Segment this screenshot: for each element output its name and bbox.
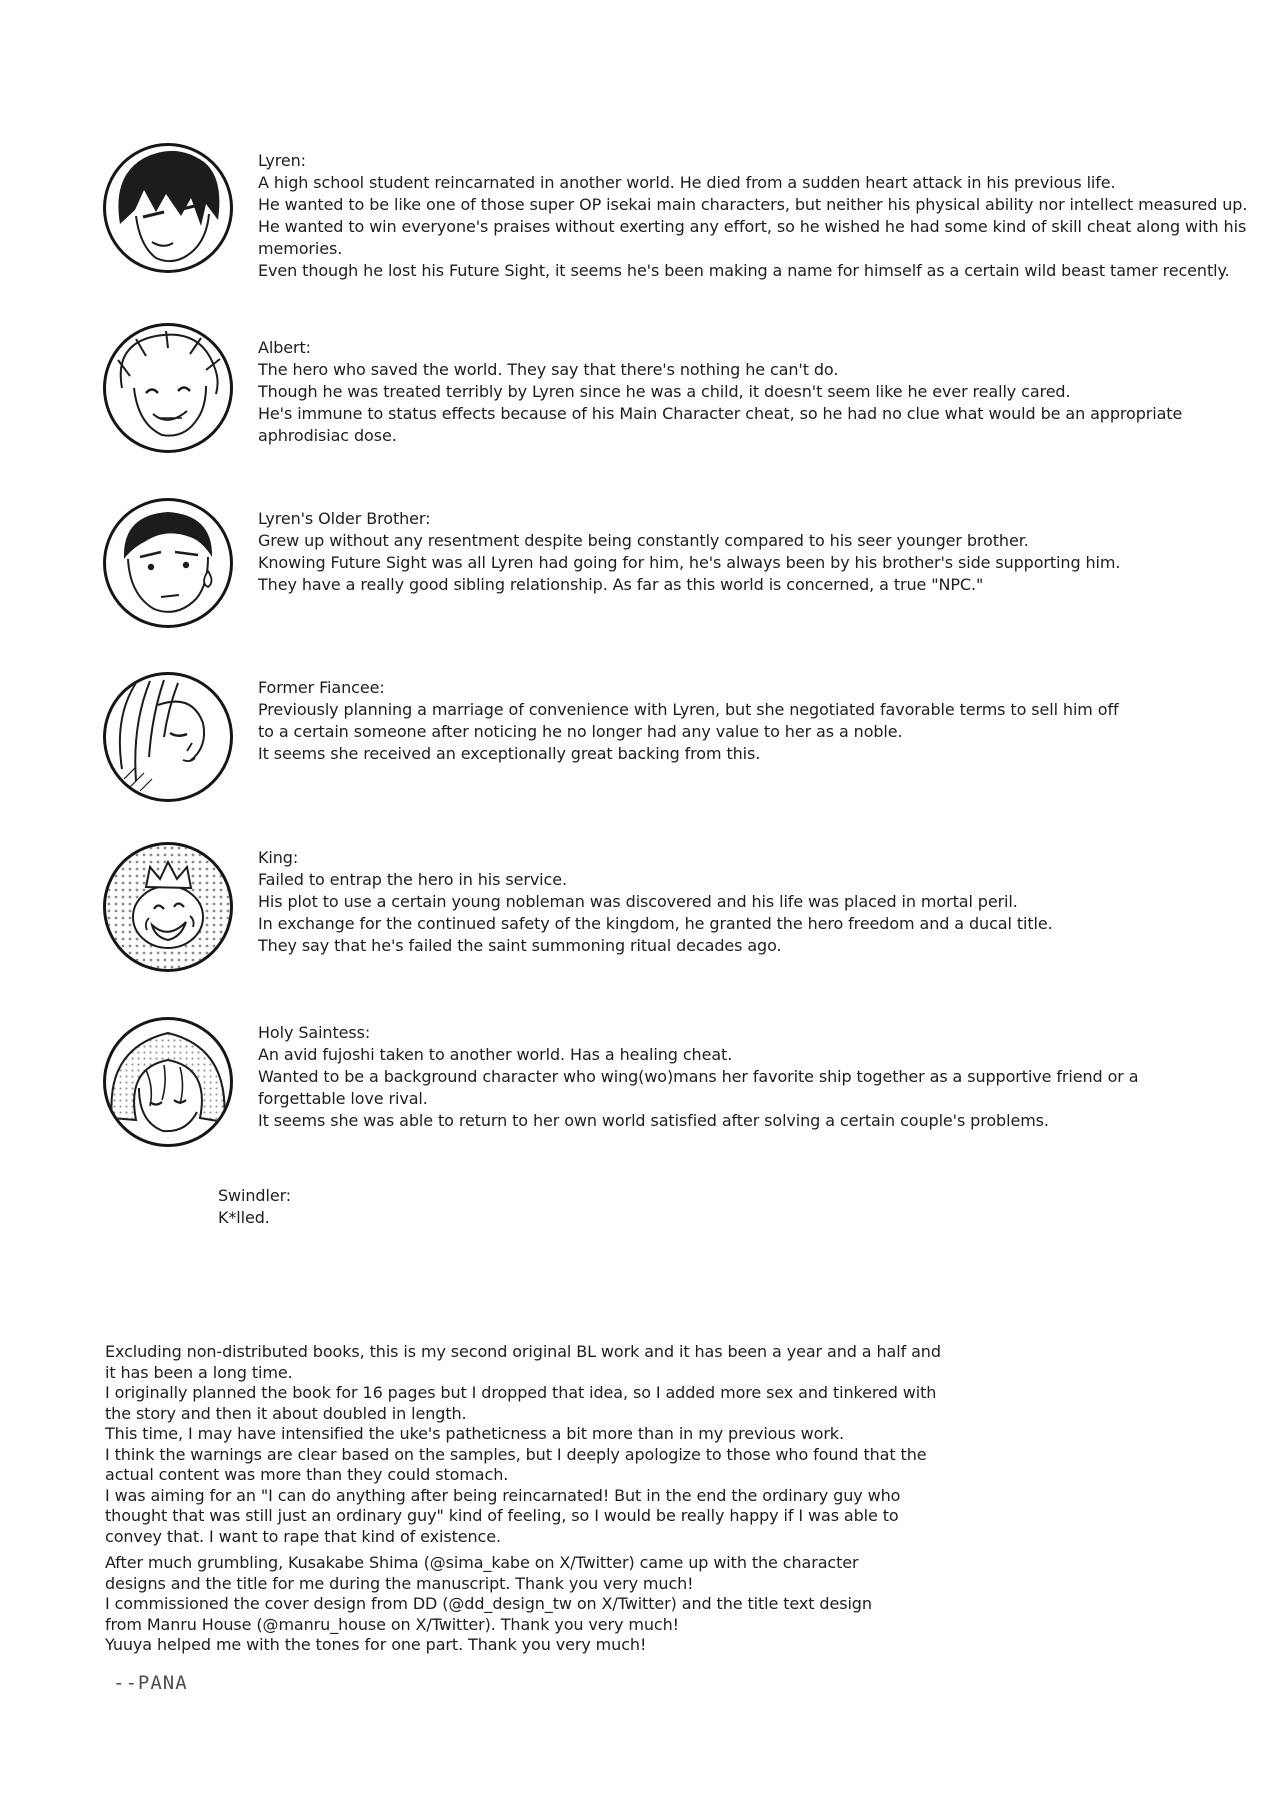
afterword-line: I was aiming for an "I can do anything after being reincarnated! But in the end the ordinary guy who xyxy=(105,1485,901,1505)
lyren-face-drawing xyxy=(106,146,230,270)
character-description-line: He wanted to win everyone's praises without exerting any effort, so he wished he had some kind of skill cheat along with his xyxy=(258,217,1247,236)
character-section-albert xyxy=(258,337,1182,447)
character-section-lyren xyxy=(258,150,1247,282)
character-description-line: Wanted to be a background character who wing(wo)mans her favorite ship together as a supportive friend or a xyxy=(258,1067,1139,1086)
character-description-line: aphrodisiac dose. xyxy=(258,426,397,445)
afterword-line: from Manru House (@manru_house on X/Twitter). Thank you very much! xyxy=(105,1614,679,1634)
afterword-line: convey that. I want to rape that kind of existence. xyxy=(105,1526,501,1546)
character-name-lyren: Lyren: xyxy=(258,151,306,170)
character-description-line: Failed to entrap the hero in his service. xyxy=(258,870,567,889)
character-description-line: An avid fujoshi taken to another world. Has a healing cheat. xyxy=(258,1045,733,1064)
character-section-holy-saintess xyxy=(258,1022,1138,1132)
character-description-line: memories. xyxy=(258,239,343,258)
character-description-line: Knowing Future Sight was all Lyren had going for him, he's always been by his brother's side supporting him. xyxy=(258,553,1121,572)
character-name-holy-saintess: Holy Saintess: xyxy=(258,1023,371,1042)
character-description-line: Though he was treated terribly by Lyren since he was a child, it doesn't seem like he ever really cared. xyxy=(258,382,1071,401)
character-name-king: King: xyxy=(258,848,299,867)
character-description-line: to a certain someone after noticing he no longer had any value to her as a noble. xyxy=(258,722,903,741)
character-section-older-brother xyxy=(258,508,1120,596)
former-fiancee-face-drawing xyxy=(106,675,230,799)
character-description-line: It seems she was able to return to her own world satisfied after solving a certain couple's problems. xyxy=(258,1111,1049,1130)
portrait-holy-saintess xyxy=(103,1017,233,1147)
afterword-line: designs and the title for me during the manuscript. Thank you very much! xyxy=(105,1573,694,1593)
afterword-line: I originally planned the book for 16 pages but I dropped that idea, so I added more sex and tinkered with xyxy=(105,1383,937,1402)
character-name-former-fiancee: Former Fiancee: xyxy=(258,678,385,697)
character-description-line: A high school student reincarnated in another world. He died from a sudden heart attack in his previous life. xyxy=(258,173,1116,192)
afterword-line: thought that was still just an ordinary guy" kind of feeling, so I would be really happy if I was able to xyxy=(105,1506,899,1525)
character-description-line: They have a really good sibling relationship. As far as this world is concerned, a true "NPC." xyxy=(258,575,984,594)
afterword-paragraph-1 xyxy=(105,1342,941,1547)
afterword-line: This time, I may have intensified the uke's patheticness a bit more than in my previous work. xyxy=(105,1424,844,1443)
character-description-line: It seems she received an exceptionally great backing from this. xyxy=(258,744,761,763)
portrait-albert xyxy=(103,323,233,453)
afterword-line: I commissioned the cover design from DD (@dd_design_tw on X/Twitter) and the title text design xyxy=(105,1594,872,1613)
afterword-line: I think the warnings are clear based on the samples, but I deeply apologize to those who found that the xyxy=(105,1444,927,1464)
character-section-former-fiancee xyxy=(258,677,1119,765)
character-description-line: Even though he lost his Future Sight, it seems he's been making a name for himself as a certain wild beast tamer recently. xyxy=(258,261,1230,280)
character-description-line: His plot to use a certain young nobleman was discovered and his life was placed in mortal peril. xyxy=(258,892,1018,911)
older-brother-face-drawing xyxy=(106,501,230,625)
character-name-older-brother: Lyren's Older Brother: xyxy=(258,509,431,528)
portrait-former-fiancee xyxy=(103,672,233,802)
character-description-line: The hero who saved the world. They say that there's nothing he can't do. xyxy=(258,360,839,379)
afterword-line: Excluding non-distributed books, this is my second original BL work and it has been a year and a half and xyxy=(105,1342,941,1361)
character-description-line: Previously planning a marriage of convenience with Lyren, but she negotiated favorable terms to sell him off xyxy=(258,700,1119,719)
character-description-line: He's immune to status effects because of his Main Character cheat, so he had no clue what would be an appropriate xyxy=(258,404,1183,423)
character-description-line: forgettable love rival. xyxy=(258,1089,428,1108)
character-name-albert: Albert: xyxy=(258,338,311,357)
character-description-line: In exchange for the continued safety of the kingdom, he granted the hero freedom and a ducal title. xyxy=(258,914,1053,933)
afterword-line: it has been a long time. xyxy=(105,1362,293,1382)
character-section-king xyxy=(258,847,1053,957)
character-description-line: Grew up without any resentment despite being constantly compared to his seer younger brother. xyxy=(258,531,1029,550)
albert-face-drawing xyxy=(106,326,230,450)
afterword-line: After much grumbling, Kusakabe Shima (@sima_kabe on X/Twitter) came up with the character xyxy=(105,1553,859,1572)
holy-saintess-face-drawing xyxy=(106,1020,230,1144)
king-face-drawing xyxy=(106,845,230,969)
character-description-line: He wanted to be like one of those super OP isekai main characters, but neither his physical ability nor intellect measured up. xyxy=(258,195,1248,214)
character-section-swindler xyxy=(218,1185,291,1229)
character-description-line: K*lled. xyxy=(218,1208,270,1227)
afterword-line: actual content was more than they could stomach. xyxy=(105,1465,509,1484)
author-signature: --PANA xyxy=(113,1672,188,1694)
afterword-line: Yuuya helped me with the tones for one part. Thank you very much! xyxy=(105,1635,647,1654)
afterword-paragraph-2 xyxy=(105,1553,872,1656)
afterword-line: the story and then it about doubled in length. xyxy=(105,1403,467,1423)
portrait-older-brother xyxy=(103,498,233,628)
portrait-lyren xyxy=(103,143,233,273)
portrait-king xyxy=(103,842,233,972)
character-name-swindler: Swindler: xyxy=(218,1186,292,1205)
character-description-line: They say that he's failed the saint summoning ritual decades ago. xyxy=(258,936,782,955)
